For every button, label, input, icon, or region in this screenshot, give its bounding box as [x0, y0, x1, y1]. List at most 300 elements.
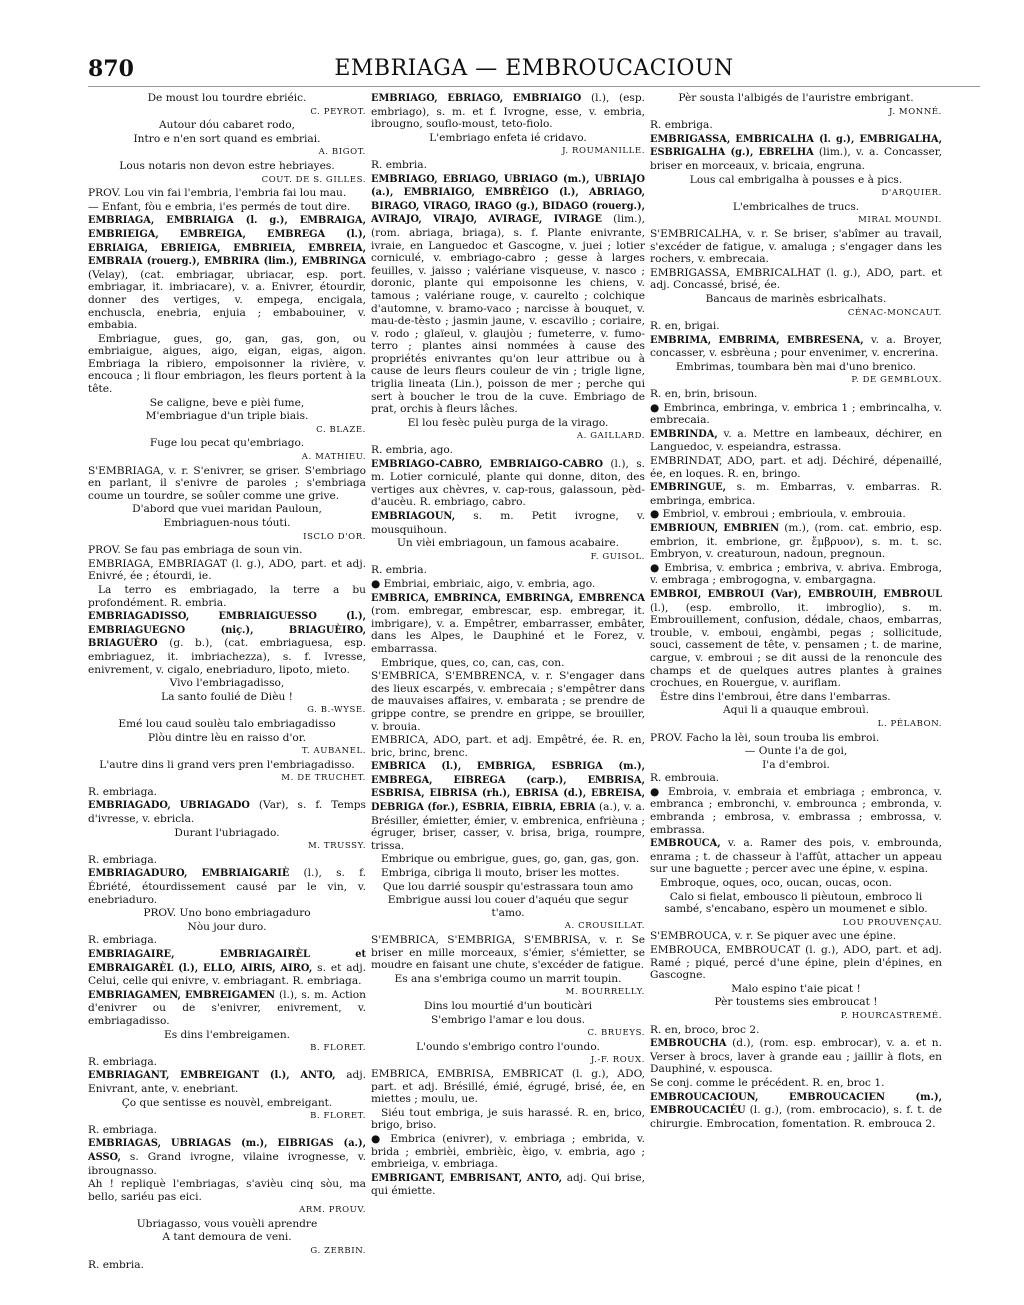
entry-example	[88, 584, 366, 609]
attribution	[88, 704, 366, 717]
verse-line	[650, 174, 942, 187]
entry-text: La terro es embriagado, la terre a bu profondément. R. embria.	[88, 583, 366, 609]
entry-text: D'abord que vuei maridan Pauloun,	[132, 503, 322, 516]
entry-paragraph	[371, 444, 645, 457]
entry-text: R. en, brin, brisoun.	[650, 388, 758, 401]
attribution	[88, 531, 366, 544]
entry-text: ● Embrica (enivrer), v. embriaga ; embrida, v. brida ; embrièi, embrièic, èigo, v. embria, ago ; embrieiga, v. embriaga.	[371, 1132, 645, 1171]
attribution	[88, 146, 366, 159]
entry-text: MIRAL MOUNDI.	[858, 215, 942, 226]
entry-text: ● Embriol, v. embroui ; embrioula, v. embrouia.	[650, 508, 906, 521]
entry-text: EMBRIAGA, EMBRIAGAT (l. g.), ADO, part. et adj. Enivré, ée ; étourdi, ie.	[88, 557, 366, 583]
entry-text: ISCLO D'OR.	[303, 531, 366, 542]
entry-paragraph	[88, 187, 366, 200]
headword: EMBROUCA,	[650, 838, 721, 850]
entry-text: R. embrouia.	[650, 772, 720, 785]
attribution	[88, 1042, 366, 1055]
attribution	[88, 745, 366, 758]
entry-text: Se caligne, beve e pièi fume,	[149, 396, 305, 409]
entry-text: PROV. Facho la lèi, soun trouba lis embroi.	[650, 731, 880, 744]
entry-text: J. MONNÉ.	[888, 106, 942, 117]
headword: EMBRIAGOUN,	[371, 511, 456, 522]
entry-paragraph	[650, 481, 942, 507]
entry-paragraph	[371, 159, 645, 172]
page-number: 870	[88, 56, 134, 82]
entry-text: Un vièi embriagoun, un famous acabaire.	[397, 537, 619, 550]
entry-text: P. DE GEMBLOUX.	[851, 375, 942, 386]
entry-text: ARM. PROUV.	[299, 1205, 366, 1216]
entry-paragraph	[650, 320, 942, 333]
entry-text: S'EMBRICA, S'EMBRIGA, S'EMBRISA, v. r. Se briser en mille morceaux, s'émier, s'émietter, se moudre en faisant une chute, s'excéder de fatigue.	[371, 934, 645, 972]
entry-paragraph	[88, 867, 366, 906]
headword: EMBRIAGO, EBRIAGO, UBRIAGO (m.), UBRIAJO (a.), EMBRIAIGO, EMBRÈIGO (l.), ABRIAGO, BIRAGO, VIRAGO, IRAGO (g.), BIDAGO (rouerg.), AVIRAJO, VIRAJO, AVIRAGE, IVIRAGE	[371, 173, 645, 226]
attribution	[650, 187, 942, 200]
verse-line	[88, 718, 366, 731]
entry-paragraph	[88, 558, 366, 583]
entry-text: Embriaguen-nous tóuti.	[163, 517, 291, 529]
entry-example	[371, 657, 645, 670]
entry-text: (a.), v. a. Brésiller, émietter, émier, v. embrenica, enfrièuna ; égruger, briser, casser, v. brisa, briga, roumpre, trissa.	[371, 801, 645, 852]
entry-text: PROV. Lou vin fai l'embria, l'embria fai lou mau.	[88, 187, 347, 200]
entry-paragraph	[650, 228, 942, 266]
entry-paragraph	[650, 588, 942, 690]
headword: EMBRIAGAIRE, EMBRIAGAIRÈL et EMBRAIGARÈL (l.), ELLO, AIRIS, AIRO,	[88, 949, 366, 974]
entry-text: C. BLAZE.	[316, 424, 366, 435]
entry-text: LOU PROUVENÇAU.	[842, 917, 942, 928]
entry-paragraph	[371, 934, 645, 972]
verse-line	[88, 759, 366, 772]
verse-line	[88, 1097, 366, 1110]
entry-paragraph	[650, 455, 942, 480]
entry-text: R. en, broco, broc 2.	[650, 1023, 760, 1036]
headword: EMBRIAGADO, UBRIAGADO	[88, 800, 250, 812]
entry-text: R. embria.	[88, 1258, 144, 1271]
entry-paragraph	[650, 267, 942, 292]
verse-line	[88, 503, 366, 516]
verse-line	[371, 881, 645, 894]
entry-paragraph	[371, 1068, 645, 1106]
entry-example	[88, 333, 366, 396]
entry-paragraph	[88, 1056, 366, 1069]
entry-text: EMBRICA, ADO, part. et adj. Empêtré, ée. R. en, bric, brinc, brenc.	[371, 734, 645, 759]
attribution	[371, 986, 645, 999]
entry-paragraph	[650, 133, 942, 173]
entry-text: C. BRUEYS.	[587, 1028, 645, 1039]
entry-text: ● Embriai, embriaic, aigo, v. embria, ago.	[371, 577, 596, 590]
entry-text: G. ZERBIN.	[310, 1246, 366, 1257]
entry-text: Emé lou caud soulèu talo embriagadisso	[118, 717, 336, 730]
entry-text: (Var), s. f. Temps d'ivresse, v. ebricla.	[88, 799, 366, 826]
entry-text: I'a d'embroi.	[762, 758, 830, 771]
entry-text: Ah ! repliquè l'embriagas, s'avièu cinq sòu, ma bello, sariéu pas eici.	[88, 1178, 366, 1203]
entry-paragraph	[371, 1172, 645, 1198]
verse-line	[88, 119, 366, 132]
attribution	[88, 1110, 366, 1123]
entry-text: S'embrigo l'amar e lou dous.	[430, 1013, 586, 1026]
entry-text: J.-F. ROUX.	[590, 1055, 645, 1066]
entry-text: A tant demoura de veni.	[162, 1231, 292, 1244]
verse-line	[88, 827, 366, 840]
entry-text: (l.), s. f. Ébriété, étourdissement causé par le vin, v. enebriaduro.	[88, 867, 366, 906]
entry-text: B. FLORET.	[310, 1043, 366, 1054]
entry-text: R. embriaga.	[88, 853, 158, 866]
attribution	[650, 917, 942, 930]
entry-paragraph	[88, 948, 366, 988]
entry-paragraph	[650, 508, 942, 521]
verse-line	[371, 417, 645, 430]
verse-line	[88, 92, 366, 105]
attribution	[371, 1054, 645, 1067]
headword: EMBROI, EMBROUI (Var), EMBROUIH, EMBROUL	[650, 588, 942, 600]
entry-example	[371, 853, 645, 866]
entry-text: L'embricalhes de trucs.	[732, 200, 860, 213]
attribution	[371, 920, 645, 933]
verse-line	[88, 133, 366, 146]
entry-text: Embriague, gues, go, gan, gas, gon, ou embriaigue, aigues, aigo, eigan, eigas, aigon. Embriaga la ribiero, empoisonner la rivière, v. encouca ; li flour embriagon, les fleurs portent à la tête.	[88, 332, 366, 396]
entry-paragraph	[88, 1137, 366, 1177]
entry-text: Intro e n'en sort quand es embriai.	[133, 132, 321, 145]
verse-line	[371, 132, 645, 145]
entry-text: Es ana s'embriga coumo un marrit toupin.	[394, 972, 622, 985]
entry-text: (Velay), (cat. embriagar, ubriacar, esp. port. embriagar, it. imbriacare), v. a. Enivrer, étourdir, donner des vertiges, v. empega, encigala, enchuscla, enebria, enjuia ; embabouiner, v. embabia.	[88, 268, 366, 332]
entry-paragraph	[88, 1069, 366, 1095]
entry-paragraph	[371, 670, 645, 733]
entry-text: El lou fesèc pulèu purga de la virago.	[407, 416, 609, 429]
entry-text: Nòu jour duro.	[187, 920, 267, 933]
verse-line	[88, 437, 366, 450]
entry-text: L. PÉLABON.	[877, 718, 942, 729]
headword: EMBROUCHA	[650, 1038, 727, 1050]
entry-paragraph	[88, 934, 366, 947]
entry-example	[650, 877, 942, 890]
entry-paragraph	[88, 465, 366, 503]
verse-line	[371, 973, 645, 986]
entry-text: R. embriga.	[650, 119, 713, 132]
entry-text: COUT. DE S. GILLES.	[261, 174, 366, 185]
entry-text: M'embriague d'un triple biais.	[145, 410, 309, 423]
entry-paragraph	[88, 610, 366, 676]
entry-text: D'ARQUIER.	[881, 188, 942, 199]
headword: EMBRIAGANT, EMBREIGANT (l.), ANTO,	[88, 1070, 336, 1082]
entry-text: Pèr sousta l'albigés de l'auristre embrigant.	[678, 92, 914, 104]
verse-line	[650, 201, 942, 214]
entry-paragraph	[650, 522, 942, 561]
headword: EMBRIMA, EMBRIMA, EMBRESENA,	[650, 334, 864, 346]
entry-text: Durant l'ubriagado.	[174, 826, 280, 839]
verse-line	[88, 921, 366, 934]
entry-paragraph	[371, 510, 645, 536]
entry-text: s. m. Embarras, v. embarras. R. embringa, embrica.	[650, 481, 942, 507]
attribution	[88, 840, 366, 853]
headword: EMBRICA, EMBRINCA, EMBRINGA, EMBRENCA	[371, 592, 645, 604]
entry-text: L'embriago enfeta ié cridavo.	[429, 131, 587, 144]
entry-text: C. PEYROT.	[310, 106, 366, 117]
headword: EMBRIAGAMEN, EMBREIGAMEN	[88, 989, 275, 1001]
entry-text: Embriga, cibriga li mouto, briser les mottes.	[381, 867, 620, 880]
entry-text: Plòu dintre lèu en raisso d'or.	[147, 731, 307, 744]
verse-line	[650, 745, 942, 758]
entry-text: (m.), (rom. cat. embrio, esp. embrion, it. embrione, gr. ἔμβρυον), s. m. t. sc. Embryon, v. creaturoun, nadoun, pregnoun.	[650, 522, 942, 561]
entry-text: M. TRUSSY.	[307, 841, 366, 852]
entry-text: (g. b.), (cat. embriaguesa, esp. embriaguez, it. imbriachezza), s. f. Ivresse, enivrement, v. cigalo, enebriaduro, lipoto, mieto.	[88, 637, 366, 676]
entry-text: R. en, brigai.	[650, 320, 720, 333]
attribution	[88, 174, 366, 187]
entry-text: (l. g.), (rom. embrocacio), s. f. t. de chirurgie. Embrocation, fomentation. R. embrouca 2.	[650, 1104, 942, 1130]
verse-line	[88, 1029, 366, 1042]
column-left	[88, 92, 366, 1302]
attribution	[650, 374, 942, 387]
attribution	[371, 551, 645, 564]
attribution	[650, 307, 942, 320]
headword: EMBRIAGAS, UBRIAGAS (m.), EIBRIGAS (a.), ASSO,	[88, 1138, 366, 1163]
verse-line	[88, 410, 366, 423]
header-rule	[88, 86, 980, 87]
verse-line	[371, 1041, 645, 1054]
headword: EMBRIGANT, EMBRISANT, ANTO,	[371, 1172, 563, 1184]
verse-line	[650, 92, 942, 105]
entry-text: Dins lou mourtié d'un bouticàri	[423, 999, 593, 1012]
entry-text: R. embriaga.	[88, 1123, 158, 1136]
verse-line	[371, 1014, 645, 1027]
entry-paragraph	[88, 989, 366, 1028]
attribution	[88, 106, 366, 119]
entry-text: ● Embrisa, v. embrica ; embriva, v. abriva. Embroga, v. embraga ; embrogogna, v. embargagna.	[650, 561, 942, 587]
entry-text: L'autre dins li grand vers pren l'embriagadisso.	[99, 758, 355, 771]
attribution	[371, 430, 645, 443]
entry-text: L'oundo s'embrigo contro l'oundo.	[416, 1040, 600, 1053]
entry-text: CÉNAC-MONCAUT.	[847, 307, 942, 318]
headword: EMBRIOUN, EMBRIEN	[650, 523, 780, 534]
entry-text: PROV. Se fau pas embriaga de soun vin.	[88, 544, 303, 557]
entry-text: (rom. embregar, embrescar, esp. embregar, it. imbrigare), v. a. Empêtrer, embarrasser, embâter, dans les Alpes, le Dauphiné et le Forez, v. embarrassa.	[371, 605, 645, 655]
entry-text: Embrique, ques, co, can, cas, con.	[381, 656, 565, 669]
verse-line	[88, 677, 366, 690]
headword: EMBRIAGO-CABRO, EMBRIAIGO-CABRO	[371, 458, 604, 470]
headword: EMBRIAGADURO, EMBRIAIGARIÈ	[88, 868, 290, 880]
attribution	[88, 424, 366, 437]
entry-paragraph	[371, 592, 645, 656]
entry-paragraph	[650, 428, 942, 454]
entry-text: v. a. Mettre en lambeaux, déchirer, en Languedoc, v. espeiandra, estrassa.	[650, 427, 942, 454]
entry-text: EMBRINDAT, ADO, part. et adj. Déchiré, dépenaillé, ée, en loques. R. en, bringo.	[650, 455, 942, 480]
entry-text: R. embria.	[371, 158, 427, 171]
entry-paragraph	[650, 732, 942, 745]
entry-paragraph	[371, 578, 645, 591]
entry-paragraph	[88, 786, 366, 799]
headword: EMBRINDA,	[650, 428, 718, 440]
entry-text: s. et adj. Celui, celle qui enivre, v. embriagant. R. embriaga.	[88, 961, 366, 988]
verse-line	[88, 517, 366, 530]
verse-line	[88, 691, 366, 704]
entry-text: La santo foulié de Dièu !	[161, 690, 293, 703]
entry-example	[371, 867, 645, 880]
entry-text: Que lou darrié souspir qu'estrassara toun amo	[382, 880, 634, 893]
entry-text: R. embria, ago.	[371, 444, 453, 457]
entry-text: J. ROUMANILLE.	[562, 146, 645, 157]
entry-paragraph	[88, 544, 366, 557]
entry-text: Es dins l'embreigamen.	[163, 1028, 291, 1041]
entry-text: M. DE TRUCHET.	[281, 773, 366, 784]
entry-text: Vivo l'embriagadisso,	[169, 677, 285, 690]
entry-text: A. MATHIEU.	[301, 452, 366, 463]
entry-text: EMBRICA, EMBRISA, EMBRICAT (l. g.), ADO, part. et adj. Brésillé, émié, égrugé, brisé, ée, en miettes ; moulu, ue.	[371, 1067, 645, 1106]
entry-text: P. HOURCASTREMÉ.	[840, 1010, 942, 1021]
entry-text: B. FLORET.	[310, 1111, 366, 1122]
headword: EMBRIGASSA, EMBRICALHA (l. g.), EMBRIGALHA, ESBRIGALHA (g.), EBRELHA	[650, 133, 942, 159]
entry-text: — Enfant, fòu e embria, i'es permés de tout dire.	[88, 200, 351, 213]
entry-text: s. m. Petit ivrogne, v. mousquihoun.	[371, 510, 645, 536]
entry-paragraph	[88, 214, 366, 331]
verse-line	[371, 537, 645, 550]
entry-paragraph	[371, 564, 645, 577]
verse-line	[650, 704, 942, 717]
attribution	[650, 1010, 942, 1023]
entry-paragraph	[371, 458, 645, 509]
entry-text: ● Embroia, v. embraia et embriaga ; embronca, v. embranca ; embronchi, v. embrounca ; embronda, v. embranda ; embrosa, v. embrassa ; embrossa, v. embrassa.	[650, 785, 942, 836]
entry-text: R. embriaga.	[88, 1055, 158, 1068]
attribution	[650, 214, 942, 227]
entry-text: Ubriagasso, vous vouèli aprendre	[136, 1217, 318, 1230]
entry-text: Embrimas, toumbara bèn mai d'uno brenico.	[675, 360, 917, 373]
entry-text: Malo espino t'aie picat !	[731, 982, 861, 995]
entry-example	[650, 691, 942, 704]
headword: EMBROUCACIOUN, EMBROUCACIEN (m.), EMBROUCACIÉU	[650, 1091, 942, 1117]
verse-line	[88, 160, 366, 173]
verse-line	[88, 397, 366, 410]
entry-text: EMBROUCA, EMBROUCAT (l. g.), ADO, part. et adj. Ramé ; piqué, percé d'une épine, plein d'épines, en Gascogne.	[650, 944, 942, 982]
entry-text: Aqui li a quauque embrouì.	[723, 704, 869, 717]
entry-paragraph	[650, 562, 942, 587]
headword: EMBRICA (l.), EMBRIGA, ESBRIGA (m.), EMBREGA, EIBREGA (carp.), EMBRISA, ESBRISA, EIBRISA (rh.), EBRISA (d.), EBREISA, DEBRIGA (for.), ESBRIA, EIBRIA, EBRIA	[371, 761, 645, 814]
verse-line	[650, 361, 942, 374]
entry-text: S'EMBRICALHA, v. r. Se briser, s'abîmer au travail, s'excéder de fatigue, v. amaluga ; s'engager dans les rochers, v. embrecaia.	[650, 227, 942, 266]
entry-text: Lous notaris non devon estre hebriayes.	[119, 159, 335, 172]
entry-text: Bancaus de marinès esbricalhats.	[705, 292, 887, 305]
entry-text: A. CROUSILLAT.	[564, 921, 645, 932]
entry-paragraph	[650, 334, 942, 360]
verse-line	[650, 759, 942, 772]
entry-paragraph	[371, 1133, 645, 1171]
entry-text: F. GUISOL.	[590, 551, 645, 562]
entry-text: (lim.), (rom. abriaga, briaga), s. f. Plante enivrante, ivraie, en Languedoc et Gascogne, v. juei ; lotier corniculé, v. embriago-cabro ; gesse à larges feuilles, v. jaisso ; valériane visqueuse, v. nasco ; doronic, plante qui empoisonne les chiens, v. tamous ; valériane rouge, v. caurelto ; colchique d'automne, v. bramo-vaco ; narcisse à bouquet, v. mau-de-tèsto ; jasmin jaune, v. escavilio ; coriaire, v. rodo ; glaïeul, v. glaujòu ; fumeterre, v. fumo-terro ; plantes ainsi nommées à cause des propriétés enivrantes qu'on leur attribue ou à cause de leurs fleurs couleur de vin ; trigle ligne, triglia lineata (Lin.), poisson de mer ; perche qui sert à boucher le trou de la cuve. Embriago de prat, orchis à fleurs lâches.	[371, 213, 645, 416]
entry-text: Siéu tout embriga, je suis harassé. R. en, brico, brigo, briso.	[371, 1106, 645, 1132]
attribution	[88, 1204, 366, 1217]
entry-text: Autour dóu cabaret rodo,	[159, 119, 295, 132]
running-head: EMBRIAGA — EMBROUCACIOUN	[334, 56, 734, 81]
entry-paragraph	[650, 772, 942, 785]
entry-paragraph	[371, 92, 645, 131]
entry-paragraph	[371, 760, 645, 852]
column-right	[650, 92, 942, 1302]
entry-paragraph	[88, 1259, 366, 1272]
verse-line	[650, 983, 942, 996]
headword: EMBRINGUE,	[650, 482, 727, 494]
entry-text: EMBRIGASSA, EMBRICALHAT (l. g.), ADO, part. et adj. Concassé, brisé, ée.	[650, 266, 942, 292]
entry-paragraph	[371, 173, 645, 416]
entry-text: (l.), (esp. embriago), s. m. et f. Ivrogne, esse, v. embria, ibrougno, souflo-moust, teto-fiolo.	[371, 92, 645, 131]
entry-paragraph	[650, 119, 942, 132]
verse-line	[650, 996, 942, 1009]
headword: EMBRIAGO, EBRIAGO, EMBRIAIGO	[371, 93, 582, 104]
entry-text: v. a. Broyer, concasser, v. esbrèuna ; pour envenimer, v. encrerina.	[650, 333, 942, 360]
entry-text: Se conj. comme le précédent. R. en, broc 1.	[650, 1076, 885, 1089]
entry-example	[371, 1107, 645, 1132]
entry-paragraph	[88, 799, 366, 825]
entry-text: T. AUBANEL.	[301, 746, 366, 757]
verse-line	[650, 891, 942, 916]
verse-line	[88, 1218, 366, 1231]
entry-text: S'EMBRIAGA, v. r. S'enivrer, se griser. S'embriago en parlant, il s'enivre de paroles ; s'embriaga coume un tourdre, se soûler comme une grive.	[88, 464, 366, 502]
attribution	[88, 772, 366, 785]
entry-paragraph	[650, 388, 942, 401]
entry-paragraph	[371, 734, 645, 759]
attribution	[371, 1027, 645, 1040]
entry-text: (l.), s. m. Action d'enivrer ou de s'enivrer, enivrement, v. embriagadisso.	[88, 988, 366, 1027]
entry-paragraph	[650, 944, 942, 982]
entry-text: adj. Enivrant, ante, v. enebriant.	[88, 1069, 366, 1095]
verse-line	[88, 907, 366, 920]
entry-paragraph	[88, 201, 366, 214]
entry-text: R. embria.	[371, 564, 427, 577]
entry-text: Pèr toustems sies embroucat !	[714, 996, 878, 1009]
entry-paragraph	[88, 1178, 366, 1203]
verse-line	[88, 1231, 366, 1244]
entry-text: S'EMBROUCA, v. r. Se piquer avec une épine.	[650, 930, 897, 943]
entry-text: R. embriaga.	[88, 785, 158, 798]
entry-text: Embrique ou embrigue, gues, go, gan, gas, gon.	[381, 853, 640, 866]
entry-paragraph	[650, 837, 942, 876]
entry-text: (l.), s. m. Lotier corniculé, plante qui donne, diton, des vertiges aux chèvres, v. cap-rous, galassoun, pèd-d'aucèu. R. embriago, cabro.	[371, 457, 645, 509]
attribution	[88, 1245, 366, 1258]
entry-text: G. B.-WYSE.	[307, 705, 366, 716]
verse-line	[650, 293, 942, 306]
entry-text: Lous cal embrigalha à pousses e à pics.	[689, 173, 903, 186]
entry-paragraph	[650, 1091, 942, 1131]
entry-text: Embroque, oques, oco, oucan, oucas, ocon.	[660, 877, 892, 890]
entry-paragraph	[650, 1077, 942, 1090]
entry-text: A. GAILLARD.	[576, 431, 645, 442]
entry-text: (lim.), v. a. Concasser, briser en morceaux, v. bricaia, engruna.	[650, 146, 942, 172]
verse-line	[371, 1000, 645, 1013]
entry-paragraph	[88, 1124, 366, 1137]
entry-paragraph	[650, 402, 942, 427]
entry-paragraph	[650, 930, 942, 943]
entry-text: v. a. Ramer des pois, v. embrounda, enrama ; t. de chasseur à l'affût, attacher un appeau sur une baguette ; percer avec une épine, v. espina.	[650, 837, 942, 876]
entry-text: Embrigue aussi lou couer d'aquéu que segur t'amo.	[387, 894, 629, 919]
entry-text: R. embriaga.	[88, 934, 158, 947]
entry-paragraph	[88, 854, 366, 867]
entry-text: De moust lou tourdre ebriéic.	[147, 92, 307, 104]
entry-text: s. Grand ivrogne, vilaine ivrognesse, v. ibrougnasso.	[88, 1150, 366, 1177]
entry-text: A. BIGOT.	[318, 147, 366, 158]
headword: EMBRIAGADISSO, EMBRIAIGUESSO (l.), EMBRIAGUEGNO (niç.), BRIAGUÈIRO, BRIAGUÈRO	[88, 611, 366, 650]
entry-text: — Ounte i'a de goi,	[744, 745, 848, 758]
attribution	[88, 451, 366, 464]
entry-text: adj. Qui brise, qui émiette.	[371, 1171, 645, 1198]
entry-paragraph	[650, 786, 942, 836]
entry-text: S'EMBRICA, S'EMBRENCA, v. r. S'engager dans des lieux escarpés, v. embrecaia ; s'empêtrer dans de mauvaises affaires, v. embarata ; se prendre de grippe contre, se prendre en grippe, se brouiller, v. brouia.	[371, 670, 645, 733]
headword: EMBRIAGA, EMBRIAIGA (l. g.), EMBRAIGA, EMBRIEIGA, EMBREIGA, EMBREGA (l.), EBRIAIGA, EBRIEIGA, EMBRIEIA, EMBREIA, EMBRAIA (rouerg.), EMBRIRA (lim.), EMBRINGA	[88, 215, 366, 268]
column-middle	[371, 92, 645, 1302]
attribution	[371, 145, 645, 158]
entry-text: (l.), (esp. embrollo, it. imbroglio), s. m. Embrouillement, confusion, dédale, chaos, embarras, trouble, v. emboui, engàmbi, pegas ; sollicitude, souci, cassement de tête, v. pensamen ; t. de marine, cargue, v. embroui ; se dit aussi de la renoncule des champs et de quelques autres plantes à graines crochues, en Rouergue, v. auriflam.	[650, 601, 942, 690]
verse-line	[371, 894, 645, 919]
entry-text: Calo si fielat, embousco li pièutoun, embroco li sambé, s'encabano, espèro un moumenet e siblo.	[664, 890, 928, 916]
entry-text: PROV. Uno bono embriagaduro	[143, 907, 311, 920]
attribution	[650, 106, 942, 119]
entry-text: M. BOURRELLY.	[565, 987, 645, 998]
entry-text: Ço que sentisse es nouvèl, embreigant.	[121, 1096, 333, 1109]
